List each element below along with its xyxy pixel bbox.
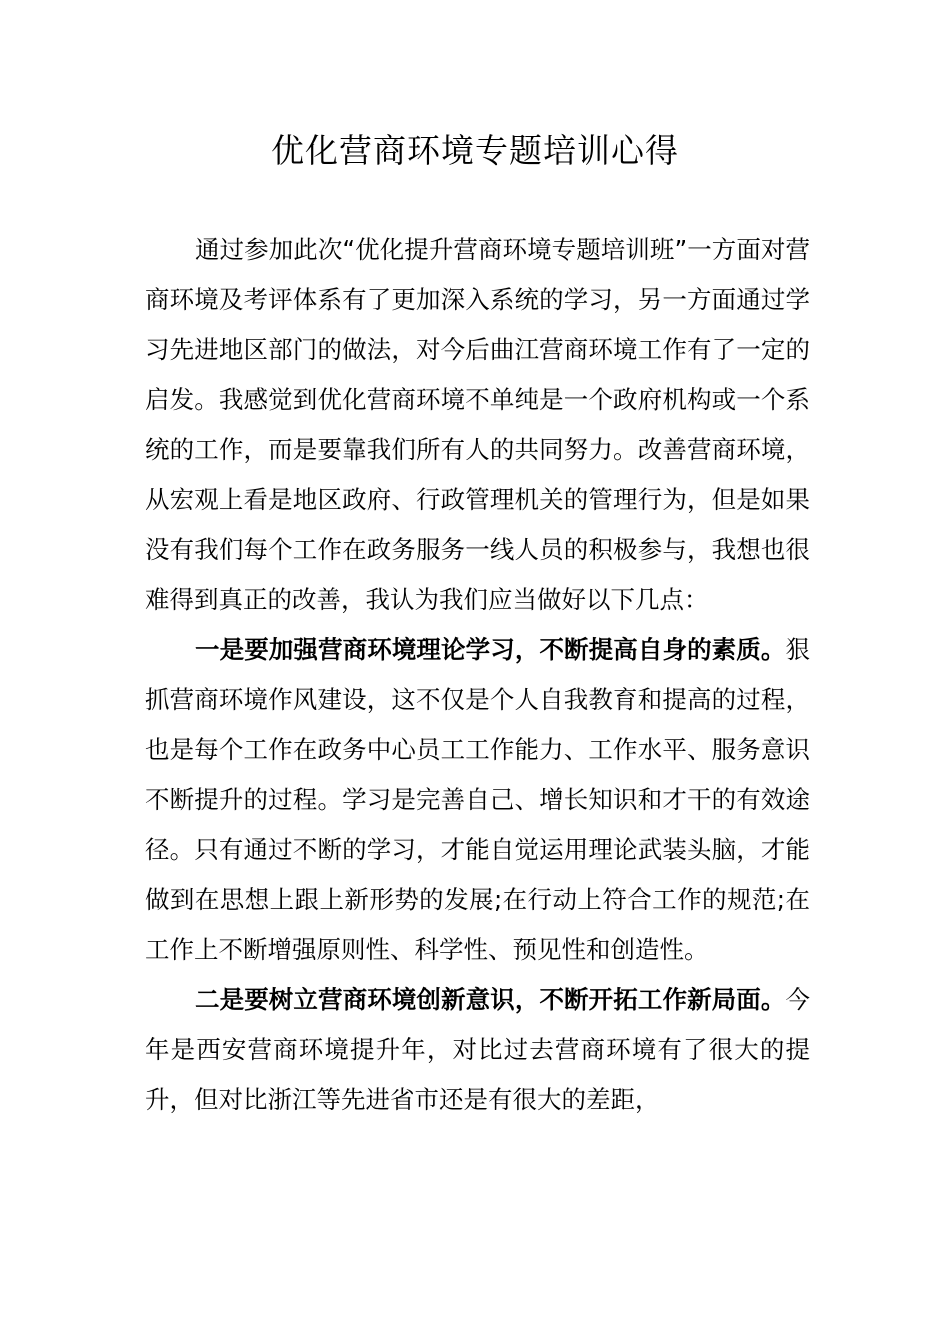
point-one-heading: 一是要加强营商环境理论学习，不断提高自身的素质。: [195, 635, 786, 664]
point-one-text: 狠抓营商环境作风建设，这不仅是个人自我教育和提高的过程，也是每个工作在政务中心员工工作能力、工作水平、服务意识不断提升的过程。学习是完善自己、增长知识和才干的有效途径。只有通过不断的学习，才能自觉运用理论武装头脑，才能做到在思想上跟上新形势的发展;在行动上符合工作的规范;在工作上不断增强原则性、科学性、预见性和创造性。: [145, 635, 810, 964]
paragraph-intro: [145, 225, 810, 625]
paragraph-intro-text: 通过参加此次“优化提升营商环境专题培训班”一方面对营商环境及考评体系有了更加深入系统的学习，另一方面通过学习先进地区部门的做法，对今后曲江营商环境工作有了一定的启发。我感觉到优化营商环境不单纯是一个政府机构或一个系统的工作，而是要靠我们所有人的共同努力。改善营商环境，从宏观上看是地区政府、行政管理机关的管理行为，但是如果没有我们每个工作在政务服务一线人员的积极参与，我想也很难得到真正的改善，我认为我们应当做好以下几点：: [145, 235, 810, 614]
point-two-heading: 二是要树立营商环境创新意识，不断开拓工作新局面。: [195, 985, 786, 1014]
document-title: 优化营商环境专题培训心得: [271, 131, 679, 170]
point-two-text: 今年是西安营商环境提升年，对比过去营商环境有了很大的提升，但对比浙江等先进省市还是有很大的差距，: [145, 985, 810, 1114]
paragraph-point-one: [145, 625, 810, 975]
paragraph-point-two: [145, 975, 810, 1125]
document-body: [145, 225, 810, 1125]
